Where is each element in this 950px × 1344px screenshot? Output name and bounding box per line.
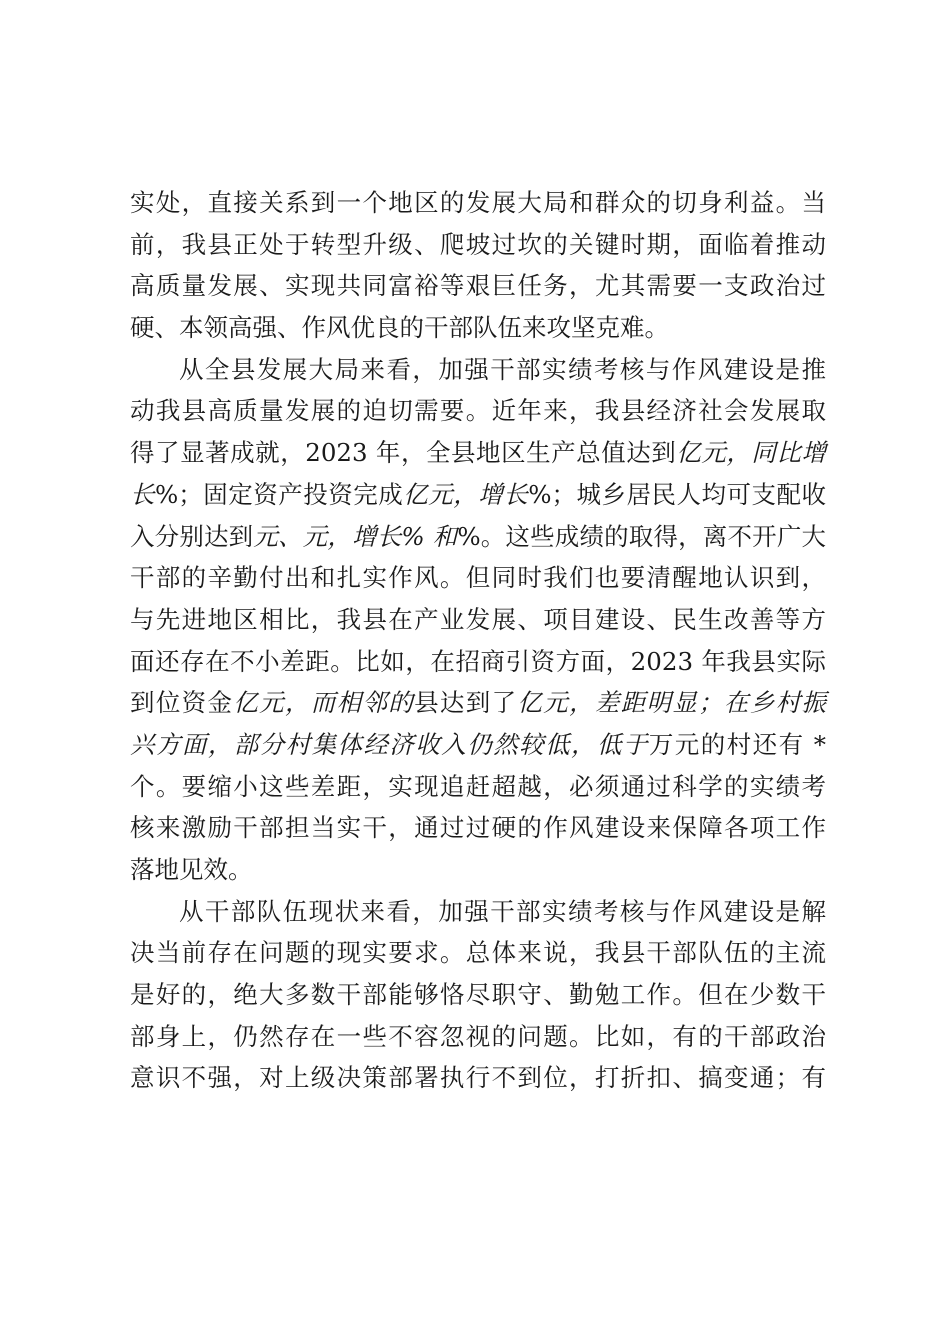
text-segment: 从全县发展大局来看，加强干部实绩考核与作风建设是推 — [179, 354, 826, 384]
text-segment: 意识不强，对上级决策部署执行不到位，打折扣、搞变通；有 — [130, 1063, 826, 1093]
text-segment: 硬、本领高强、作风优良的干部队伍来攻坚克难。 — [130, 313, 669, 343]
text-segment: 县达到了 — [414, 688, 518, 718]
text-line — [130, 474, 826, 516]
text-segment: 高质量发展、实现共同富裕等艰巨任务，尤其需要一支政治过 — [130, 271, 826, 301]
text-segment: 实处，直接关系到一个地区的发展大局和群众的切身利益。当 — [130, 188, 826, 217]
text-line — [130, 599, 826, 641]
text-segment: 亿元，同比增 — [676, 438, 826, 468]
text-segment: 面还存在不小差距。比如，在招商引资方面，2023 年我县实际 — [130, 646, 826, 676]
text-segment: 万元的村还有 * — [648, 729, 826, 759]
text-line — [130, 766, 826, 808]
text-line — [130, 849, 826, 891]
text-line — [130, 1057, 826, 1099]
text-line — [130, 724, 826, 766]
text-segment: 兴方面，部分村集体经济收入仍然较低，低于 — [130, 729, 649, 759]
text-line — [130, 682, 826, 724]
text-segment: %；城乡居民人均可支配收 — [528, 479, 827, 509]
text-segment: 部身上，仍然存在一些不容忽视的问题。比如，有的干部政治 — [130, 1021, 826, 1051]
text-segment: 元、元，增长% 和 — [253, 521, 458, 551]
text-segment: 到位资金 — [130, 688, 234, 718]
text-segment: 决当前存在问题的现实要求。总体来说，我县干部队伍的主流 — [130, 938, 826, 968]
text-segment: 是好的，绝大多数干部能够恪尽职守、勤勉工作。但在少数干 — [130, 980, 826, 1010]
text-line — [130, 390, 826, 432]
text-segment: 干部的辛勤付出和扎实作风。但同时我们也要清醒地认识到， — [130, 563, 826, 593]
text-line — [130, 974, 826, 1016]
text-line — [130, 891, 826, 933]
text-line — [130, 641, 826, 683]
text-segment: 亿元，增长 — [403, 479, 529, 509]
text-segment: %；固定资产投资完成 — [155, 479, 404, 509]
text-line — [130, 1016, 826, 1058]
text-line — [130, 307, 826, 349]
paragraph — [130, 182, 826, 349]
text-line — [130, 932, 826, 974]
text-line — [130, 224, 826, 266]
document-body — [130, 182, 826, 1099]
paragraph — [130, 349, 826, 891]
text-line — [130, 432, 826, 474]
text-line — [130, 349, 826, 391]
text-segment: 亿元，而相邻的 — [233, 688, 415, 718]
text-segment: 长 — [130, 479, 155, 509]
text-segment: 从干部队伍现状来看，加强干部实绩考核与作风建设是解 — [179, 896, 826, 926]
text-segment: 个。要缩小这些差距，实现追赶超越，必须通过科学的实绩考 — [130, 771, 826, 801]
text-segment: 与先进地区相比，我县在产业发展、项目建设、民生改善等方 — [130, 604, 826, 634]
text-segment: 落地见效。 — [130, 855, 253, 884]
text-segment: 动我县高质量发展的迫切需要。近年来，我县经济社会发展取 — [130, 396, 826, 426]
text-segment: 前，我县正处于转型升级、爬坡过坎的关键时期，面临着推动 — [130, 229, 826, 259]
text-line — [130, 807, 826, 849]
text-line — [130, 516, 826, 558]
text-segment: 得了显著成就，2023 年，全县地区生产总值达到 — [130, 438, 677, 468]
text-segment: 亿元，差距明显；在乡村振 — [517, 688, 827, 718]
text-line — [130, 265, 826, 307]
text-segment: %。这些成绩的取得，离不开广大 — [457, 521, 826, 551]
text-segment: 入分别达到 — [130, 521, 254, 551]
text-segment: 核来激励干部担当实干，通过过硬的作风建设来保障各项工作 — [130, 813, 826, 843]
text-line — [130, 182, 826, 224]
text-line — [130, 557, 826, 599]
paragraph — [130, 891, 826, 1099]
